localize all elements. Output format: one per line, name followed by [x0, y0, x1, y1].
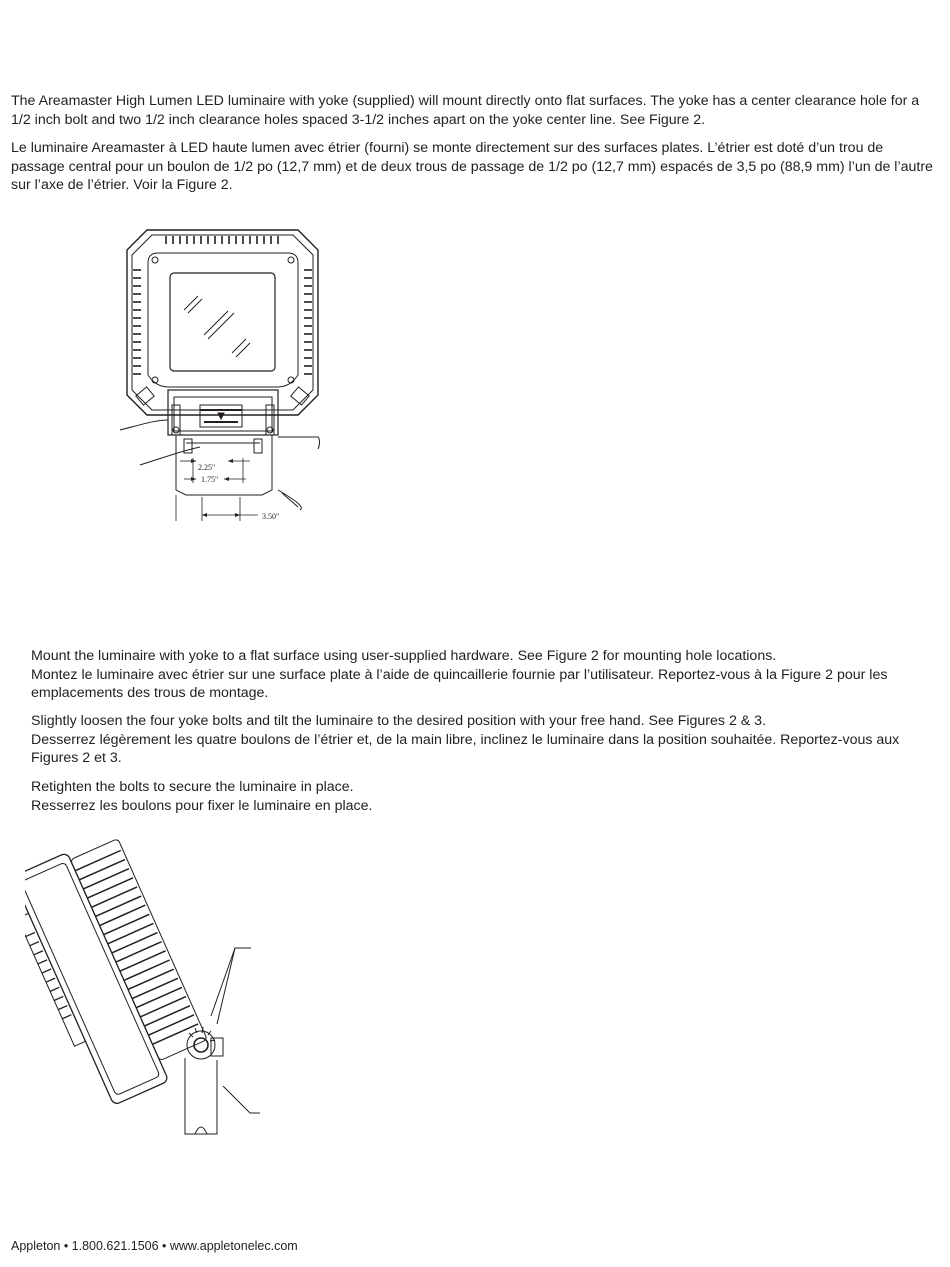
luminaire-side-view-drawing [25, 828, 285, 1143]
luminaire-front-view-drawing [100, 225, 340, 525]
dimension-2-25: 2.25" [198, 463, 216, 472]
step-3-french: Resserrez les boulons pour fixer le luminaire en place. [31, 797, 373, 814]
step-2 [31, 712, 931, 768]
intro-french: Le luminaire Areamaster à LED haute lumen avec étrier (fourni) se monte directement sur des surfaces plates. L’étrier est doté d’un trou de passage central pour un boulon de 1/2 po (12,7 mm) et de deux trous de passage de 1/2 po (12,7 mm) espacés de 3,5 po (88,9 mm) l’un de l’autre sur l’axe de l’étrier. Voir la Figure 2. [11, 140, 933, 194]
footer-contact: Appleton • 1.800.621.1506 • www.appletonelec.com [11, 1239, 298, 1253]
step-1-english: Mount the luminaire with yoke to a flat surface using user-supplied hardware. See Figure 2 for mounting hole locations. [31, 648, 777, 664]
step-1 [31, 647, 931, 703]
step-1-french: Montez le luminaire avec étrier sur une surface plate à l’aide de quincaillerie fournie par l’utilisateur. Reportez-vous à la Figure 2 pour les emplacements des trous de montage. [31, 666, 888, 702]
figure-2-luminaire-drawing [100, 225, 340, 525]
step-3-english: Retighten the bolts to secure the luminaire in place. [31, 779, 354, 795]
intro-english: The Areamaster High Lumen LED luminaire with yoke (supplied) will mount directly onto flat surfaces. The yoke has a center clearance hole for a 1/2 inch bolt and two 1/2 inch clearance holes spaced 3-1/2 inches apart on the yoke center line. See Figure 2. [11, 93, 920, 128]
dimension-1-75: 1.75" [201, 475, 219, 484]
step-2-english: Slightly loosen the four yoke bolts and tilt the luminaire to the desired position with your free hand. See Figures 2 & 3. [31, 713, 767, 729]
figure-3-tilted-luminaire-drawing [25, 828, 285, 1143]
step-2-french: Desserrez légèrement les quatre boulons de l’étrier et, de la main libre, inclinez le luminaire dans la position souhaitée. Reportez-vous aux Figures 2 et 3. [31, 731, 900, 767]
step-3 [31, 778, 931, 815]
dimension-3-50: 3.50" [262, 512, 280, 521]
